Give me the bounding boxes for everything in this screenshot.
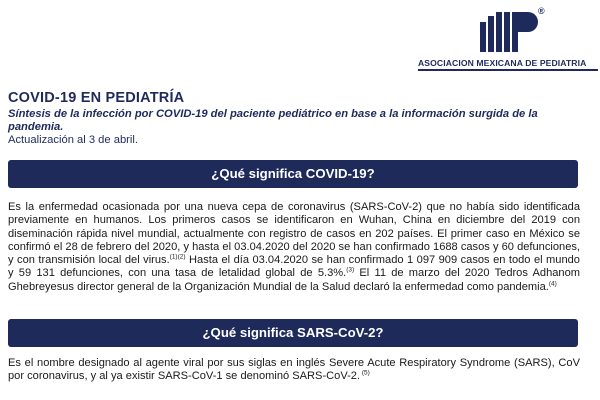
citation: (5) [360,369,370,377]
section-heading-sarscov2: ¿Qué significa SARS-CoV-2? [8,319,578,347]
amp-logo-mark-icon [478,8,540,52]
amp-logo [418,6,598,70]
document-subtitle: Síntesis de la infección por COVID-19 del paciente pediátrico en base a la información surgida de la pandemia. [8,108,538,133]
section-body-sarscov2 [8,357,580,384]
body-text: Es la enfermedad ocasionada por una nueva cepa de coronavirus (SARS-CoV-2) que no había sido identificada previamente en humanos. Los primeros casos se identificaron en Wuhan, China en diciembre del 2019 con diseminación rápida nivel mundial, actualmente con registro de casos en 202 países. El primer caso en México se confirmó el 28 de febrero del 2020, y hasta el 03.04.2020 del 2020 se han confirmado 1688 casos y 60 defunciones, y con transmisión local del virus. [8,201,580,267]
citation: (4) [548,280,557,288]
citation: (3) [346,266,355,274]
org-name: ASOCIACION MEXICANA DE PEDIATRIA [418,58,587,68]
logo-underline [418,69,598,71]
update-date: Actualización al 3 de abril. [8,134,138,146]
citation: (1)(2) [169,253,186,261]
section-heading-covid19: ¿Qué significa COVID-19? [8,160,578,188]
body-text: El 11 de marzo del 2020 Tedros Adhanom Ghebreyesus director general de la Organización Mundial de la Salud declaró la enfermedad como pandemia. [8,267,581,293]
body-text: Hasta el día 03.04.2020 se han confirmado 1 097 909 casos en todo el mundo y 59 131 defunciones, con una tasa de letalidad global de 5.3%. [8,254,580,280]
body-text: Es el nombre designado al agente viral por sus siglas en inglés Severe Acute Respiratory Syndrome (SARS), CoV por coronavirus, y al ya existir SARS-CoV-1 se denominó SARS-CoV-2. [8,357,580,383]
section-body-covid19 [8,201,580,294]
registered-mark: ® [538,6,545,16]
document-title: COVID-19 EN PEDIATRÍA [8,90,185,106]
